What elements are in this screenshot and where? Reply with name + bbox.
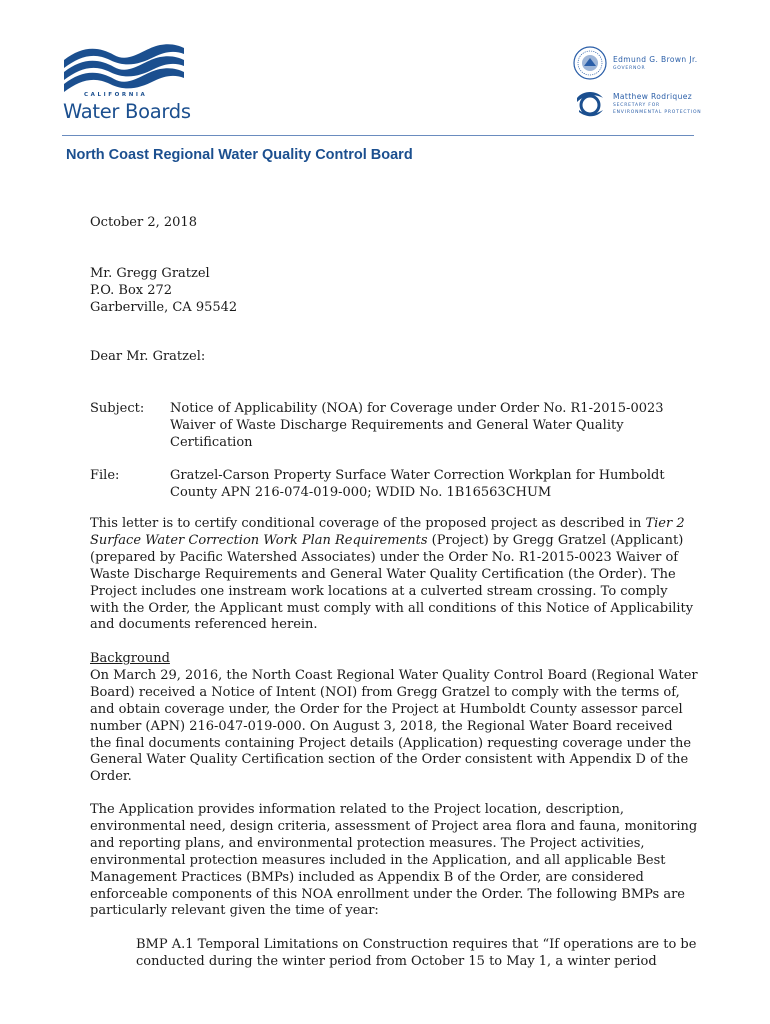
subject-line: Waiver of Waste Discharge Requirements and General Water Quality: [170, 418, 624, 433]
address-line: Mr. Gregg Gratzel: [90, 266, 210, 281]
officials-block: [570, 44, 750, 124]
background-line: and obtain coverage under, the Order for the Project at Humboldt County assessor parcel: [90, 701, 683, 717]
logo-state-text: CALIFORNIA: [84, 92, 148, 98]
official2-name: Matthew Rodriquez: [613, 92, 693, 101]
subject-line: Notice of Applicability (NOA) for Coverage under Order No. R1-2015-0023: [170, 401, 664, 416]
subject-label: Subject:: [90, 401, 145, 416]
wave-logo-icon: [60, 42, 190, 94]
intro-emphasis: Tier 2: [645, 516, 685, 531]
address-line: Garberville, CA 95542: [90, 300, 238, 315]
official1-title: GOVERNOR: [613, 66, 646, 71]
address-line: P.O. Box 272: [90, 283, 173, 298]
intro-text: (Project) by Gregg Gratzel (Applicant): [427, 532, 684, 548]
application-paragraph: [90, 802, 697, 920]
official2-title-line2: ENVIRONMENTAL PROTECTION: [613, 110, 702, 115]
background-section: [90, 651, 698, 786]
intro-line: Project includes one instream work locations at a culverted stream crossing. To comply: [90, 583, 668, 599]
official1-name: Edmund G. Brown Jr.: [613, 55, 698, 64]
bmp-paragraph: [136, 937, 696, 971]
board-name: North Coast Regional Water Quality Control Board: [66, 147, 413, 163]
application-line: and reporting plans, and environmental protection measures. The Project activities,: [90, 835, 645, 851]
bmp-line: BMP A.1 Temporal Limitations on Construction requires that “If operations are to be: [136, 937, 697, 952]
header-divider: [62, 135, 694, 136]
file-line: Gratzel-Carson Property Surface Water Correction Workplan for Humboldt: [170, 468, 665, 483]
water-boards-logo: [60, 42, 190, 126]
state-seal-icon: [573, 46, 607, 80]
intro-line: with the Order, the Applicant must comply with all conditions of this Notice of Applicability: [90, 600, 694, 616]
background-line: Board) received a Notice of Intent (NOI) from Gregg Gratzel to comply with the terms of,: [90, 684, 680, 700]
application-line: enforceable components of this NOA enrollment under the Order. The following BMPs are: [90, 886, 686, 902]
intro-text: This letter is to certify conditional coverage of the proposed project as described in: [90, 516, 646, 531]
file-line: County APN 216-074-019-000; WDID No. 1B16563CHUM: [170, 485, 552, 500]
background-line: On March 29, 2016, the North Coast Regional Water Quality Control Board (Regional Water: [90, 667, 698, 683]
intro-line: [90, 516, 693, 533]
background-line: the final documents containing Project details (Application) requesting coverage under the: [90, 735, 692, 751]
intro-paragraph: [90, 516, 693, 634]
intro-line: and documents referenced herein.: [90, 617, 318, 633]
subject-line: Certification: [170, 435, 253, 450]
intro-line: [90, 533, 693, 550]
file-label: File:: [90, 468, 120, 483]
intro-line: Waste Discharge Requirements and General Water Quality Certification (the Order). The: [90, 566, 676, 582]
background-line: Order.: [90, 769, 132, 785]
official2-title-line1: SECRETARY FOR: [613, 103, 660, 108]
application-line: particularly relevant given the time of year:: [90, 903, 379, 919]
logo-name-text: Water Boards: [63, 100, 191, 123]
background-heading: Background: [90, 651, 170, 666]
background-line: General Water Quality Certification section of the Order consistent with Appendix D of the: [90, 752, 689, 768]
background-line: number (APN) 216-047-019-000. On August 3, 2018, the Regional Water Board received: [90, 718, 673, 734]
intro-emphasis: Surface Water Correction Work Plan Requirements: [90, 532, 428, 548]
application-line: environmental need, design criteria, assessment of Project area flora and fauna, monitoring: [90, 818, 698, 834]
application-line: Management Practices (BMPs) included as Appendix B of the Order, are considered: [90, 869, 644, 885]
application-line: The Application provides information related to the Project location, description,: [90, 802, 624, 817]
application-line: environmental protection measures included in the Application, and all applicable Best: [90, 852, 666, 868]
letter-date: October 2, 2018: [90, 215, 197, 230]
intro-line: (prepared by Pacific Watershed Associates) under the Order No. R1-2015-0023 Waiver of: [90, 549, 679, 565]
salutation: Dear Mr. Gratzel:: [90, 349, 206, 364]
bmp-line: conducted during the winter period from October 15 to May 1, a winter period: [136, 953, 657, 969]
calepa-logo-icon: [573, 88, 607, 120]
